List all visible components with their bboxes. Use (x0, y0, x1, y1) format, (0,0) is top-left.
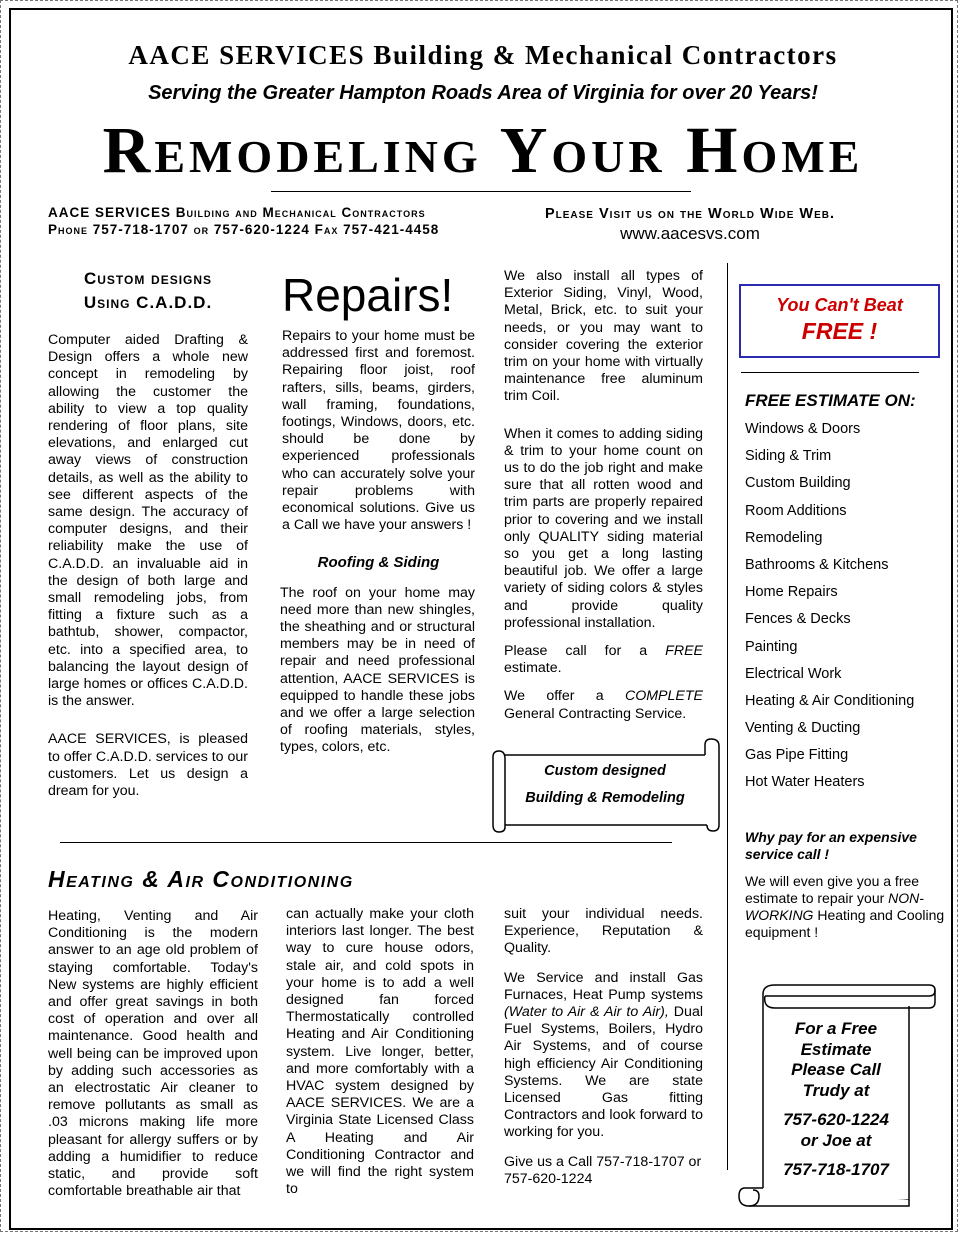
scroll-line-6: or Joe at (800, 1130, 872, 1150)
siding-paragraph-2: When it comes to adding siding & trim to your home count on us to do the job right and make sure that all rotten wood and trim parts are properly repaired prior to covering and we install only QUALITY siding material so you get a long lasting beautiful job. We offer a large variety of siding colors & styles and provide quality professional installation. (504, 425, 703, 631)
heating-heading: Heating & Air Conditioning (48, 866, 354, 892)
cadd-paragraph-1: Computer aided Drafting & Design offers a whole new concept in remodeling by allowing the customer the ability to view a top quality rendering of floor plans, site elevations, and enlarged cut away views of construction details, as well as the ability to see different aspects of the same design. The accuracy of computer designs, and their reliability make the use of C.A.D.D. an invaluable aid in the design of both large and small remodeling jobs, from fitting a fixture such as a bathtub, shower, compactor, etc. into a specified area, to balancing the layout design of large homes or offices C.A.D.D. is the answer. (48, 332, 248, 710)
scroll-line-1: For a Free (794, 1019, 878, 1038)
roofing-siding-heading: Roofing & Siding (317, 554, 440, 572)
heating-column-2: can actually make your cloth interiors last longer. The best way to cure house odors, stale air, and cold spots in your home is to add a well designed fan forced Thermostatically controlled Heating and Air Conditioning system. Live longer, better, and more comfortably with a HVAC system designed by AACE SERVICES. We are a Virginia State Licensed Class A Heating and Air Conditioning Contractor and we will find the right system to (286, 906, 474, 1198)
roofing-paragraph: The roof on your home may need more than new shingles, the sheathing and or structural members may be in need of repair and need professional attention, AACE SERVICES is equipped to handle these jobs and we offer a large selection of roofing materials, styles, types, colors, etc. (280, 584, 475, 756)
repairs-heading: Repairs! (282, 269, 454, 321)
repairs-column (282, 268, 475, 769)
list-item: Custom Building (745, 475, 851, 492)
section-divider (60, 842, 672, 843)
tagline: Serving the Greater Hampton Roads Area of Virginia for over 20 Years! (148, 82, 818, 104)
contact-block (48, 204, 439, 238)
list-item: Painting (745, 638, 798, 655)
list-item: Siding & Trim (745, 448, 832, 465)
why-pay-body: We will even give you a free estimate to repair your NON-WORKING Heating and Cooling equipment ! (745, 873, 945, 940)
banner-line-1: Custom designed (544, 763, 666, 779)
heating-col3-paragraph-2: We Service and install Gas Furnaces, Heat Pump systems (Water to Air & Air to Air), Dual Fuel Systems, Boilers, Hydro Air Systems, and of course high efficiency Air Conditioning Systems. We are state Licensed Gas fitting Contractors and look forward to working for you. (504, 969, 703, 1141)
web-block (510, 204, 870, 244)
siding-column (504, 268, 703, 735)
heating-column-3 (504, 906, 703, 1200)
scroll-phone-trudy: 757-620-1224 (783, 1110, 889, 1129)
list-item: Venting & Ducting (745, 720, 861, 737)
list-item: Fences & Decks (745, 611, 851, 628)
cadd-column (48, 267, 248, 812)
contact-phone: Phone 757-718-1707 or 757-620-1224 Fax 757-421-4458 (48, 222, 440, 237)
cant-beat-line: You Can't Beat (776, 295, 903, 315)
sidebar-rule (741, 372, 919, 373)
cadd-paragraph-2: AACE SERVICES, is pleased to offer C.A.D.D. services to our customers. Let us design a dream for you. (48, 731, 249, 800)
cadd-heading-2: Using C.A.D.D. (83, 293, 213, 312)
list-item: Room Additions (745, 502, 847, 519)
list-item: Bathrooms & Kitchens (745, 556, 889, 573)
general-contracting-line: We offer a COMPLETE General Contracting Service. (504, 688, 703, 722)
company-heading: AACE SERVICES Building & Mechanical Contractors (128, 40, 838, 70)
sidebar-divider (727, 263, 728, 1170)
banner-line-2: Building & Remodeling (525, 790, 685, 806)
scroll-line-3: Please Call (791, 1060, 881, 1079)
list-item: Home Repairs (745, 584, 838, 601)
page-title: Remodeling Your Home (102, 114, 864, 187)
scroll-phone-joe: 757-718-1707 (783, 1160, 889, 1179)
banner-text (510, 758, 700, 812)
heating-column-1: Heating, Venting and Air Conditioning is the modern answer to an age old problem of staying comfortable. Today's New systems are highly efficient and offer great savings in both cost of operation and over all maintenance. Good health and well being can be improved upon by adding such accessories as an electrostatic Air cleaner to remove pollutants as small as .03 microns making life more pleasant for allergy suffers or by adding a humidifier to reduce static, and provide soft comfortable breathable air that (48, 908, 258, 1200)
scroll-line-2: Estimate (800, 1039, 872, 1059)
visit-line: Please Visit us on the World Wide Web. (544, 206, 836, 222)
list-item: Heating & Air Conditioning (745, 692, 915, 709)
cadd-heading-1: Custom designs (83, 269, 213, 288)
scroll-line-4: Trudy at (802, 1080, 870, 1100)
contact-company: AACE SERVICES Building and Mechanical Contractors (48, 205, 426, 220)
siding-paragraph-1: We also install all types of Exterior Siding, Vinyl, Wood, Metal, Brick, etc. to suit your needs, or you may want to consider covering the exterior trim on your home with virtually maintenance free aluminum trim Coil. (504, 268, 703, 405)
repairs-paragraph: Repairs to your home must be addressed first and foremost. Repairing floor joist, roof rafters, sills, beams, girders, wall framing, foundations, footings, Windows, doors, etc. should be done by experienced professionals who can accurately solve your repair problems with economical solutions. Give us a Call we have your answers ! (282, 328, 475, 534)
estimate-list (745, 420, 914, 801)
why-pay-heading: Why pay for an expensive service call ! (745, 829, 917, 862)
title-divider (271, 191, 691, 192)
call-numbers: Give us a Call 757-718-1707 or 757-620-1224 (504, 1153, 702, 1187)
list-item: Remodeling (745, 529, 823, 546)
estimate-title: FREE ESTIMATE ON: (745, 391, 916, 410)
cant-beat-free-box (739, 284, 940, 358)
list-item: Windows & Doors (745, 421, 861, 437)
free-estimate-line: Please call for a FREE estimate. (504, 643, 703, 677)
list-item: Electrical Work (745, 665, 842, 682)
heating-col3-paragraph-1: suit your individual needs. Experience, Reputation & Quality. (504, 906, 703, 957)
list-item: Hot Water Heaters (745, 774, 865, 791)
scroll-text (766, 1019, 906, 1181)
free-line: FREE ! (801, 318, 878, 344)
list-item: Gas Pipe Fitting (745, 747, 849, 764)
website-link[interactable]: www.aacesvs.com (620, 224, 760, 243)
